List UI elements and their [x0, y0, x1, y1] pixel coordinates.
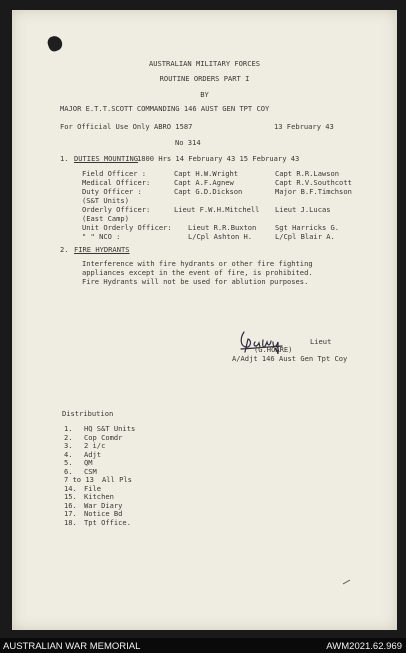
distribution-recipient: All Pls: [102, 475, 132, 484]
distribution-recipient: War Diary: [84, 500, 123, 510]
section-1-number: 1.: [60, 154, 69, 163]
distribution-number: 18.: [64, 517, 77, 527]
duty-officer-a: Capt G.D.Dickson: [174, 187, 243, 196]
distribution-recipient: Notice Bd: [84, 509, 123, 518]
duty-role: Unit Orderly Officer:: [82, 223, 172, 232]
distribution-recipient: File: [84, 483, 102, 493]
distribution-recipient: HQ S&T Units: [84, 424, 136, 433]
distribution-number: 2.: [64, 432, 73, 442]
footer-institution: AUSTRALIAN WAR MEMORIAL: [3, 641, 141, 652]
duty-role-note: (S&T Units): [82, 196, 129, 205]
duty-officer-b: Sgt Harricks G.: [275, 223, 340, 232]
archive-footer: [0, 638, 406, 653]
section-2-number: 2.: [60, 245, 69, 254]
section-1-title: DUTIES MOUNTING: [74, 154, 139, 163]
duty-officer-a: L/Cpl Ashton H.: [188, 232, 253, 241]
distribution-recipient: 2 i/c: [84, 441, 106, 450]
header-line-4: MAJOR E.T.T.SCOTT COMMANDING 146 AUST GEN TPT COY: [60, 104, 270, 113]
duty-role: Duty Officer :: [82, 187, 142, 196]
punch-hole: [46, 34, 64, 53]
section-2-body-line: Fire Hydrants will not be used for ablution purposes.: [82, 277, 309, 286]
duty-role: Field Officer :: [82, 169, 147, 178]
distribution-number: 7 to 13: [64, 475, 94, 484]
distribution-recipient: Adjt: [84, 449, 102, 459]
distribution-number: 4.: [64, 449, 73, 459]
distribution-number: 17.: [64, 509, 77, 518]
section-1-time: 1800 Hrs 14 February 43 15 February 43: [137, 154, 300, 163]
distribution-number: 15.: [64, 492, 77, 501]
distribution-number: 1.: [64, 424, 73, 433]
section-2-body-line: appliances except in the event of fire, is prohibited.: [82, 268, 313, 277]
signature-title: Lieut: [310, 337, 332, 346]
distribution-number: 6.: [64, 466, 73, 476]
header-line-3: BY: [200, 90, 209, 99]
duty-officer-b: Capt R.R.Lawson: [275, 169, 340, 178]
duty-officer-b: L/Cpl Blair A.: [275, 232, 335, 241]
distribution-number: 3.: [64, 441, 73, 450]
duty-role: " " NCO :: [82, 232, 121, 241]
duty-role: Orderly Officer:: [82, 205, 151, 214]
document-page: [12, 10, 397, 630]
header-line-2: ROUTINE ORDERS PART I: [159, 74, 250, 83]
distribution-number: 14.: [64, 483, 77, 493]
section-2-title: FIRE HYDRANTS: [74, 245, 130, 254]
section-2-body-line: Interference with fire hydrants or other fire fighting: [82, 259, 313, 268]
signature-name: (G.HOARE): [254, 345, 293, 354]
duty-officer-b: Lieut J.Lucas: [275, 205, 331, 214]
distribution-recipient: Cop Comdr: [84, 432, 123, 442]
distribution-number: 16.: [64, 500, 77, 510]
distribution-recipient: QM: [84, 458, 93, 467]
duty-officer-a: Capt H.W.Wright: [174, 169, 239, 178]
distribution-recipient: CSM: [84, 466, 97, 476]
pencil-mark: [342, 579, 352, 585]
official-use: For Official Use Only ABRO 1587: [60, 122, 193, 131]
duty-officer-a: Capt A.F.Agnew: [174, 178, 234, 187]
distribution-number: 5.: [64, 458, 73, 467]
duty-role-note: (East Camp): [82, 214, 129, 223]
duty-officer-b: Capt R.V.Southcott: [275, 178, 352, 187]
signature-role: A/Adjt 146 Aust Gen Tpt Coy: [232, 354, 348, 363]
footer-accession-number: AWM2021.62.969: [326, 641, 402, 652]
duty-role: Medical Officer:: [82, 178, 151, 187]
duty-officer-a: Lieut F.W.H.Mitchell: [174, 205, 260, 214]
distribution-heading: Distribution: [62, 409, 114, 418]
order-date: 13 February 43: [274, 122, 334, 131]
distribution-recipient: Tpt Office.: [84, 517, 131, 527]
distribution-recipient: Kitchen: [84, 492, 114, 501]
header-line-1: AUSTRALIAN MILITARY FORCES: [148, 59, 261, 68]
order-number: No 314: [175, 138, 201, 147]
duty-officer-a: Lieut R.R.Buxton: [188, 223, 257, 232]
duty-officer-b: Major B.F.Timchson: [275, 187, 352, 196]
